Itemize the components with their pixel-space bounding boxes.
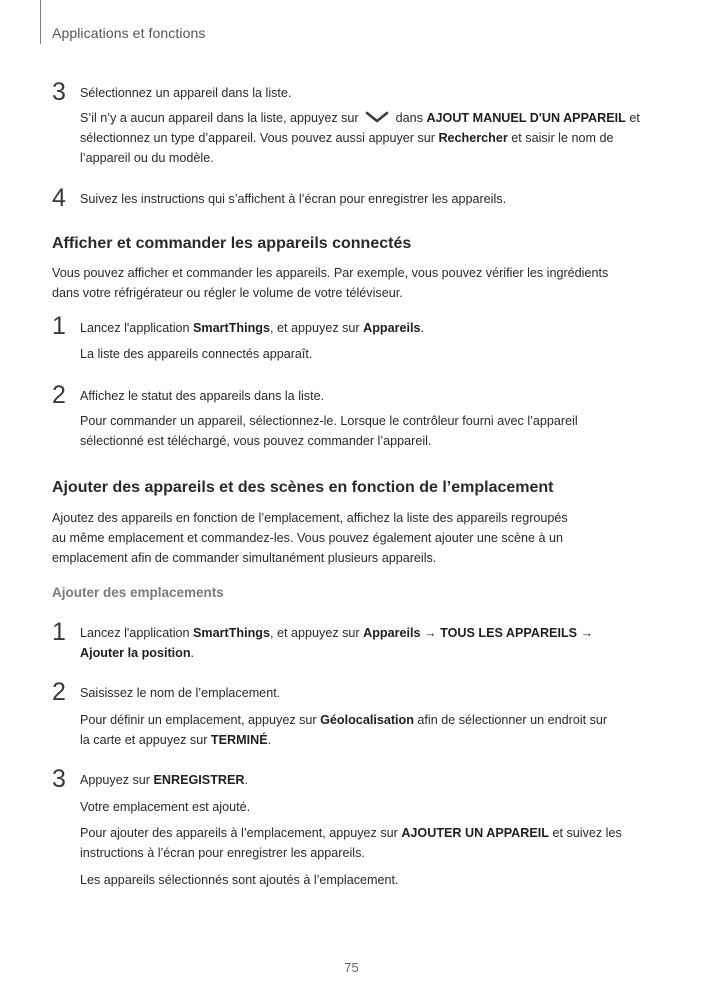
- section-title: Afficher et commander les appareils connectés: [52, 235, 412, 252]
- step-text: Affichez le statut des appareils dans la liste.: [80, 389, 325, 403]
- section-intro: Ajoutez des appareils en fonction de l’emplacement, affichez la liste des appareils regroupés: [52, 511, 568, 525]
- step-number: 1: [52, 312, 66, 340]
- step-detail: instructions à l’écran pour enregistrer les appareils.: [80, 846, 365, 860]
- subsection-title: Ajouter des emplacements: [52, 585, 224, 600]
- section-intro: au même emplacement et commandez-les. Vous pouvez également ajouter une scène à un: [52, 531, 564, 545]
- step-text: Saisissez le nom de l’emplacement.: [80, 686, 281, 700]
- step-detail: sélectionnez un type d’appareil. Vous pouvez aussi appuyer sur Rechercher et saisir le nom de: [80, 131, 614, 145]
- step-number: 1: [52, 618, 66, 646]
- step-detail: sélectionné est téléchargé, vous pouvez commander l’appareil.: [80, 434, 432, 448]
- step-detail: Les appareils sélectionnés sont ajoutés à l’emplacement.: [80, 873, 399, 887]
- step-detail: La liste des appareils connectés apparaît.: [80, 347, 313, 361]
- step-detail: Pour ajouter des appareils à l’emplacement, appuyez sur AJOUTER UN APPAREIL et suivez les: [80, 826, 622, 840]
- header-title: Applications et fonctions: [52, 25, 206, 41]
- step-detail: Pour définir un emplacement, appuyez sur Géolocalisation afin de sélectionner un endroit sur: [80, 713, 608, 727]
- section-intro: Vous pouvez afficher et commander les appareils. Par exemple, vous pouvez vérifier les ingrédients: [52, 266, 609, 280]
- step-text: Suivez les instructions qui s’affichent à l’écran pour enregistrer les appareils.: [80, 192, 507, 206]
- section-intro: dans votre réfrigérateur ou régler le volume de votre téléviseur.: [52, 286, 403, 300]
- step-detail: Votre emplacement est ajouté.: [80, 800, 251, 814]
- step-detail: l’appareil ou du modèle.: [80, 151, 214, 165]
- page-number: 75: [344, 960, 359, 975]
- step-text: Appuyez sur ENREGISTRER.: [80, 773, 248, 787]
- step-text: Lancez l'application SmartThings, et appuyez sur Appareils → TOUS LES APPAREILS →: [80, 626, 594, 640]
- step-text: Sélectionnez un appareil dans la liste.: [80, 86, 292, 100]
- header-rule: [40, 0, 41, 44]
- step-detail: S’il n’y a aucun appareil dans la liste, appuyez sur dans AJOUT MANUEL D'UN APPAREIL et: [80, 111, 640, 125]
- step-number: 2: [52, 381, 66, 409]
- step-text: Ajouter la position.: [80, 646, 195, 660]
- step-detail: Pour commander un appareil, sélectionnez-le. Lorsque le contrôleur fourni avec l’appareil: [80, 414, 578, 428]
- step-text: Lancez l'application SmartThings, et appuyez sur Appareils.: [80, 321, 425, 335]
- step-detail: la carte et appuyez sur TERMINÉ.: [80, 733, 272, 747]
- chevron-down-icon: [364, 111, 390, 123]
- section-title: Ajouter des appareils et des scènes en fonction de l’emplacement: [52, 479, 554, 496]
- step-number: 3: [52, 765, 66, 793]
- section-intro: emplacement afin de commander simultanément plusieurs appareils.: [52, 551, 437, 565]
- step-number: 2: [52, 678, 66, 706]
- step-number: 4: [52, 184, 66, 212]
- step-number: 3: [52, 78, 66, 106]
